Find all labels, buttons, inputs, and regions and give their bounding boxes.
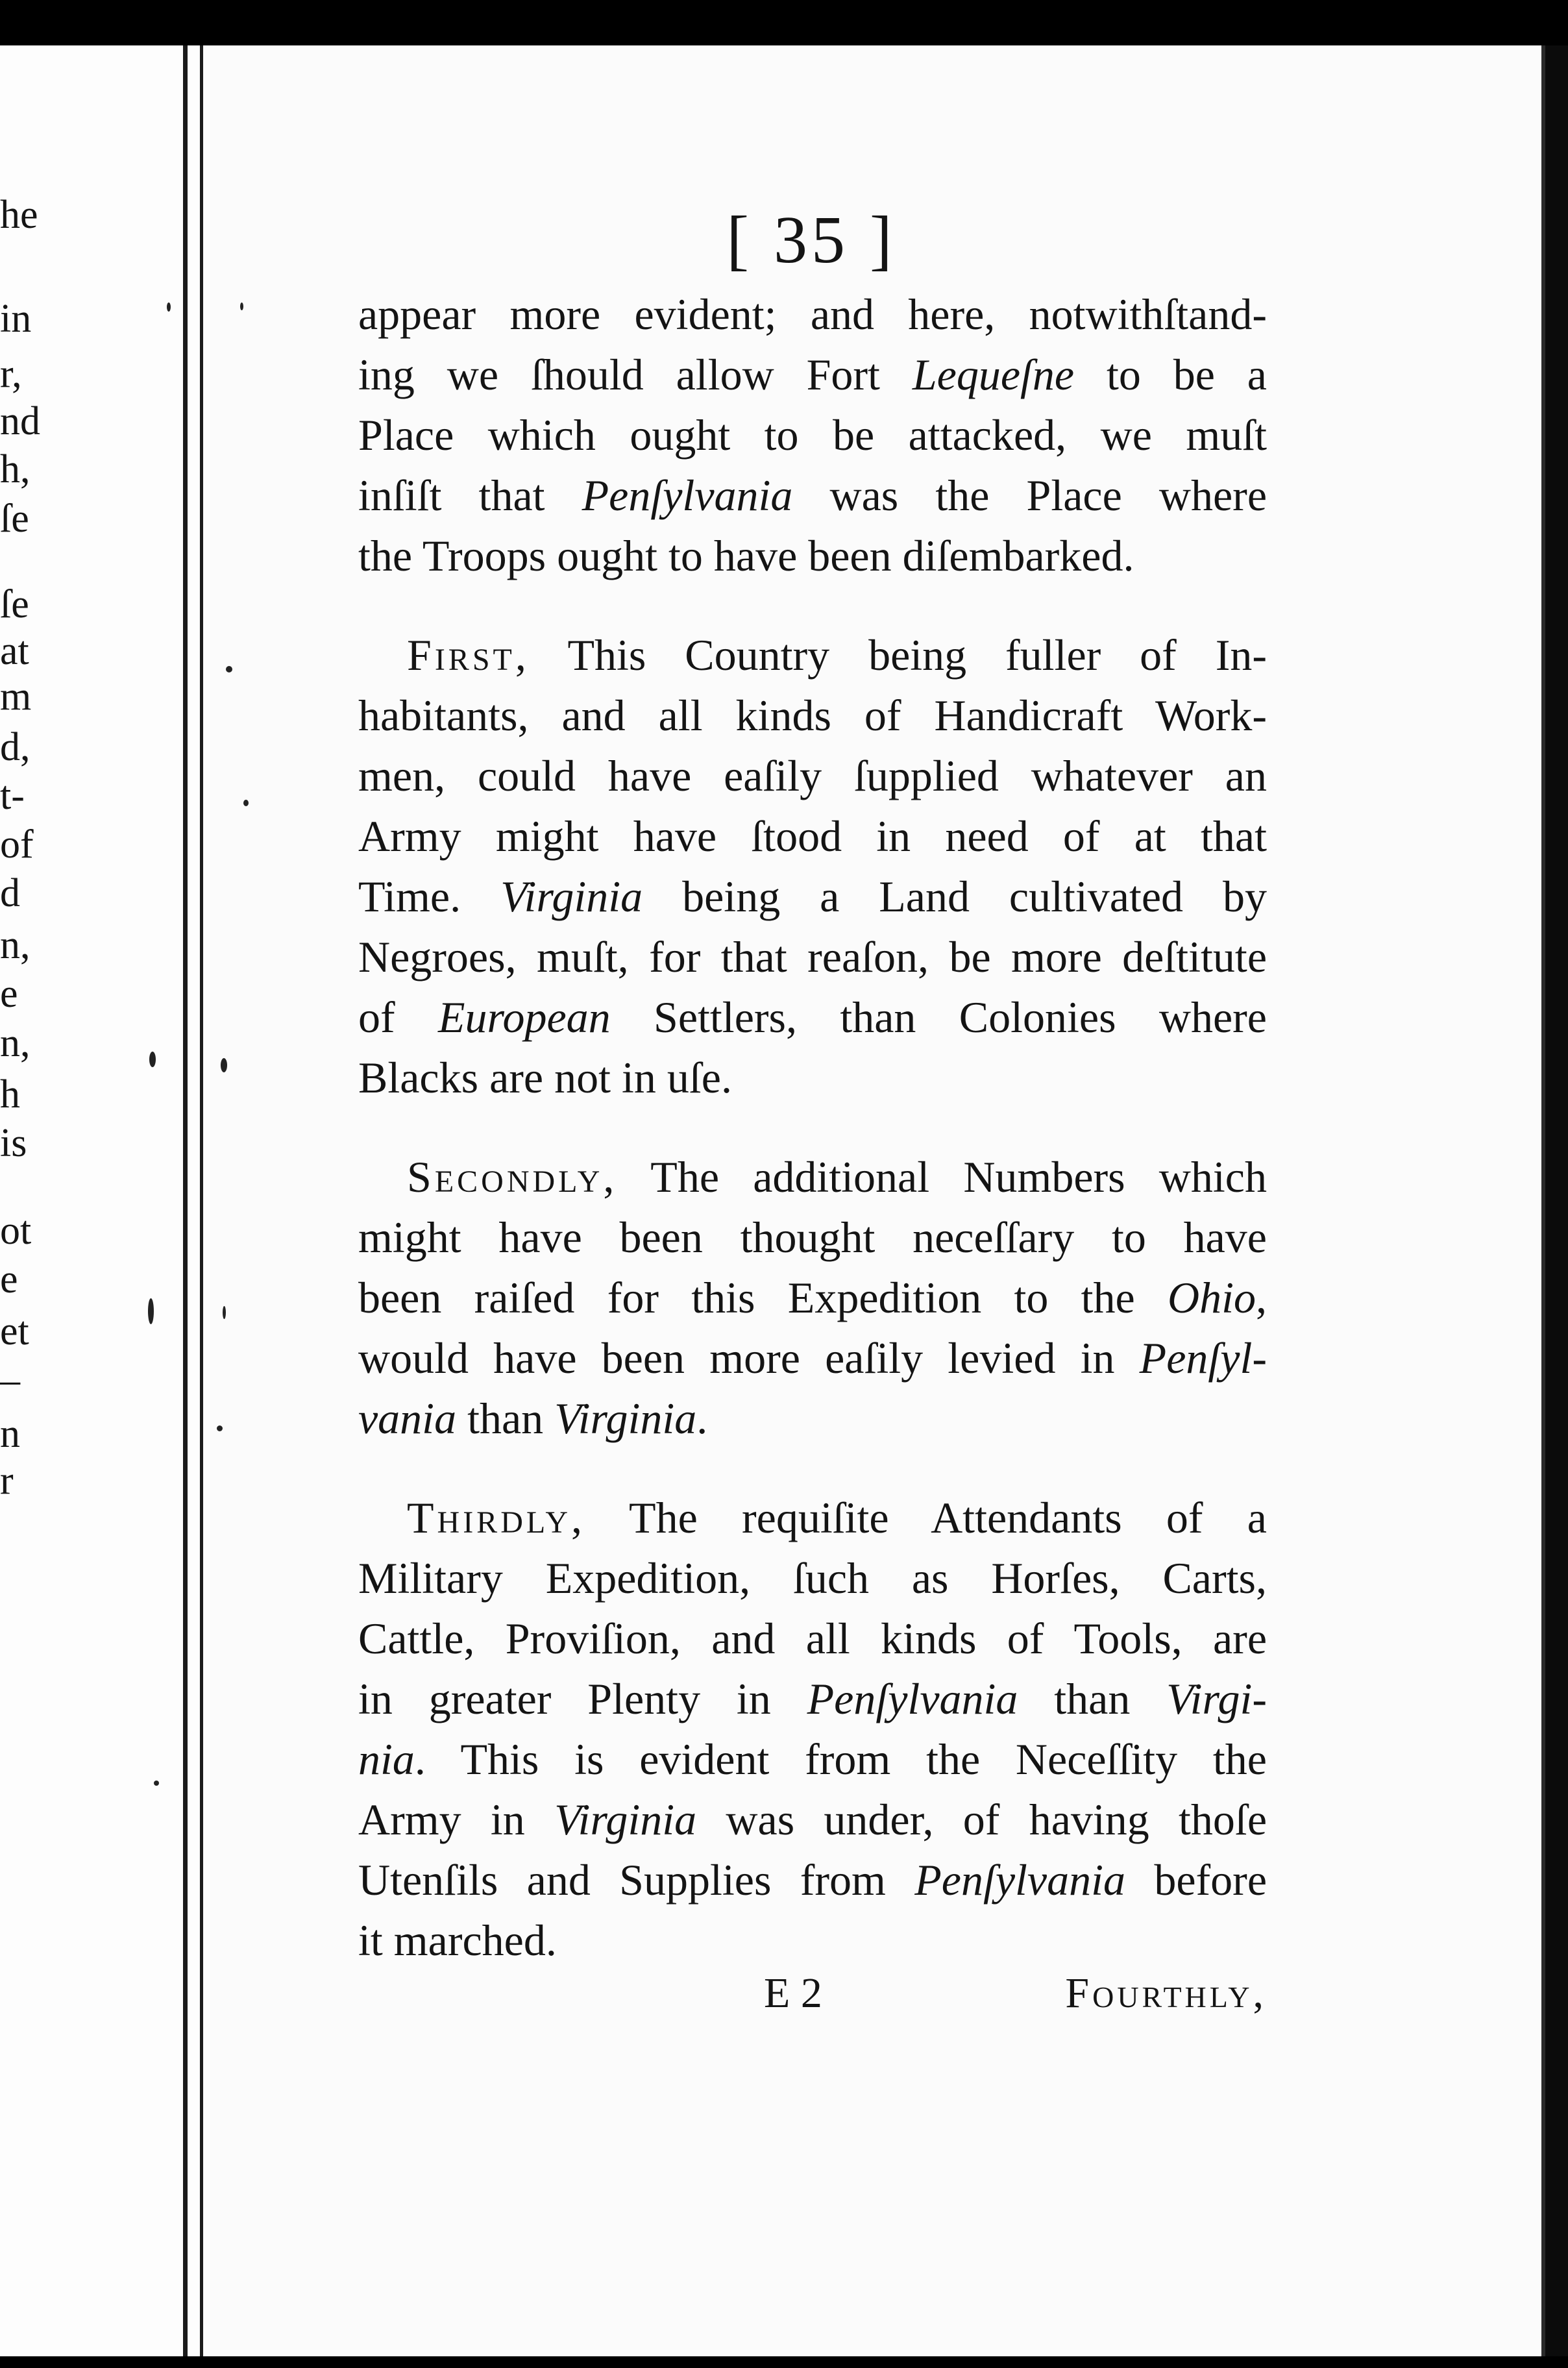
text-run: Army in <box>358 1795 555 1844</box>
facing-page-fragment: h, <box>0 447 31 491</box>
facing-page-fragment: h <box>0 1072 20 1116</box>
text-run: , <box>1256 1273 1267 1322</box>
facing-page-fragment: – <box>0 1358 20 1402</box>
facing-page-fragment: t- <box>0 774 25 818</box>
text-line <box>358 1609 1267 1669</box>
text-run: habitants, and all kinds of Handicraft Work- <box>358 691 1267 740</box>
facing-page-fragment: nd <box>0 399 40 443</box>
text-line <box>358 465 1267 526</box>
facing-page-fragment: at <box>0 629 29 673</box>
paragraph-gap <box>358 1449 1267 1488</box>
printer-signature-mark: E 2 <box>764 1969 822 2017</box>
facing-page-fragment: et <box>0 1309 29 1353</box>
text-line <box>358 405 1267 465</box>
text-line <box>358 1790 1267 1850</box>
text-line <box>358 1268 1267 1328</box>
text-run: in greater Plenty in <box>358 1674 807 1723</box>
facing-page-fragment: ot <box>0 1209 32 1253</box>
text-run: ing we ſhould allow Fort <box>358 350 913 399</box>
facing-page-fragment: of <box>0 822 34 867</box>
text-line <box>358 1328 1267 1388</box>
text-run: Military Expedition, ſuch as Horſes, Carts, <box>358 1553 1267 1603</box>
text-run: being a Land cultivated by <box>643 872 1267 921</box>
text-run: been raiſed for this Expedition to the <box>358 1273 1168 1322</box>
paragraph <box>358 1488 1267 1971</box>
paragraph-gap <box>358 1108 1267 1147</box>
paragraph-lead-word: First, <box>407 630 530 680</box>
text-run: Cattle, Proviſion, and all kinds of Tools, are <box>358 1614 1267 1663</box>
text-line <box>358 867 1267 927</box>
text-line <box>358 1729 1267 1790</box>
text-line <box>358 345 1267 405</box>
italic-run: Penſylvania <box>807 1674 1018 1723</box>
text-run: The requiſite Attendants of a <box>585 1493 1267 1542</box>
page-number-header: [ 35 ] <box>726 203 896 277</box>
text-run: Place which ought to be attacked, we muſt <box>358 410 1267 460</box>
text-line <box>358 987 1267 1048</box>
text-run: to be a <box>1074 350 1267 399</box>
italic-run: Virginia <box>500 872 643 921</box>
text-run: would have been more eaſily levied in <box>358 1333 1140 1383</box>
margin-speck <box>154 1781 159 1786</box>
facing-page-fragment: n, <box>0 923 31 967</box>
text-run: Settlers, than Colonies where <box>610 993 1267 1042</box>
margin-speck <box>226 666 232 672</box>
paragraph <box>358 625 1267 1108</box>
facing-page-fragment: he <box>0 193 38 237</box>
text-run: inſiſt that <box>358 471 582 520</box>
text-run: Blacks are not in uſe. <box>358 1053 732 1102</box>
margin-speck <box>148 1298 154 1324</box>
text-run: . <box>696 1394 708 1443</box>
italic-run: Virginia <box>554 1394 697 1443</box>
text-run: Negroes, muſt, for that reaſon, be more deſtitute <box>358 932 1267 981</box>
text-run: Utenſils and Supplies from <box>358 1855 915 1905</box>
catchword: Fourthly, <box>1065 1969 1267 2017</box>
margin-speck <box>240 302 243 310</box>
margin-speck <box>243 800 249 806</box>
paragraph-lead-word: Thirdly, <box>407 1493 586 1542</box>
text-run: it marched. <box>358 1916 557 1965</box>
text-run: the Troops ought to have been diſembarked. <box>358 531 1134 580</box>
text-line <box>358 1048 1267 1108</box>
facing-page-fragment: r <box>0 1459 14 1503</box>
text-run: than <box>1018 1674 1167 1723</box>
facing-page-fragment: in <box>0 297 32 341</box>
scan-right-border <box>1545 45 1568 2356</box>
italic-run: vania <box>358 1394 457 1443</box>
text-run: before <box>1125 1855 1267 1905</box>
text-run: Army might have ſtood in need of at that <box>358 811 1267 861</box>
gutter-fold-line <box>200 45 203 2356</box>
italic-run: Ohio <box>1168 1273 1256 1322</box>
text-line <box>358 526 1267 586</box>
gutter-shadow-line <box>183 45 188 2356</box>
text-run: might have been thought neceſſary to have <box>358 1213 1267 1262</box>
italic-run: Penſylvania <box>914 1855 1126 1905</box>
facing-page-fragment: r, <box>0 352 22 396</box>
text-line <box>358 806 1267 867</box>
facing-page-fragment: m <box>0 674 32 719</box>
text-run: men, could have eaſily ſupplied whatever an <box>358 751 1267 800</box>
paragraph-lead-word: Secondly, <box>407 1152 618 1202</box>
facing-page-fragment: is <box>0 1121 27 1165</box>
text-run: was under, of having thoſe <box>696 1795 1267 1844</box>
text-run: than <box>456 1394 555 1443</box>
paragraph-gap <box>358 586 1267 625</box>
scan-top-border <box>0 0 1568 45</box>
text-run: The additional Numbers which <box>617 1152 1267 1202</box>
text-line <box>358 1548 1267 1609</box>
facing-page-fragment: d, <box>0 725 31 769</box>
text-line <box>358 1488 1267 1548</box>
margin-speck <box>217 1425 223 1431</box>
facing-page-fragment: e <box>0 972 18 1016</box>
paragraph <box>358 1147 1267 1449</box>
italic-run: Penſylvania <box>582 471 793 520</box>
text-line <box>358 284 1267 345</box>
facing-page-fragment: n, <box>0 1021 31 1065</box>
text-line <box>358 625 1267 685</box>
main-text-column <box>358 284 1267 1971</box>
facing-page-fragment: e <box>0 1257 18 1301</box>
text-line <box>358 746 1267 806</box>
text-line <box>358 1207 1267 1268</box>
margin-speck <box>149 1052 156 1067</box>
facing-page-fragment: ſe <box>0 497 29 541</box>
margin-speck <box>223 1306 226 1319</box>
facing-page-fragment: d <box>0 871 20 915</box>
text-line <box>358 1910 1267 1971</box>
text-line <box>358 1850 1267 1910</box>
text-run: of <box>358 993 438 1042</box>
text-run: appear more evident; and here, notwithſtand- <box>358 290 1267 339</box>
italic-run: nia <box>358 1734 415 1784</box>
italic-run: European <box>438 993 611 1042</box>
text-line <box>358 685 1267 746</box>
italic-run: Lequeſne <box>912 350 1075 399</box>
facing-page-fragment: ſe <box>0 582 29 626</box>
text-run: was the Place where <box>792 471 1267 520</box>
scan-bottom-border <box>0 2356 1568 2368</box>
facing-page-fragment: n <box>0 1412 20 1456</box>
italic-run: Penſyl- <box>1139 1333 1267 1383</box>
text-line <box>358 1147 1267 1207</box>
margin-speck <box>167 302 171 312</box>
text-run: This Country being fuller of In- <box>529 630 1267 680</box>
text-line <box>358 1669 1267 1729</box>
text-line <box>358 927 1267 987</box>
italic-run: Virginia <box>554 1795 697 1844</box>
text-run: . This is evident from the Neceſſity the <box>414 1734 1267 1784</box>
margin-speck <box>221 1058 227 1072</box>
text-run: Time. <box>358 872 501 921</box>
italic-run: Virgi- <box>1166 1674 1268 1723</box>
paragraph <box>358 284 1267 586</box>
text-line <box>358 1388 1267 1449</box>
